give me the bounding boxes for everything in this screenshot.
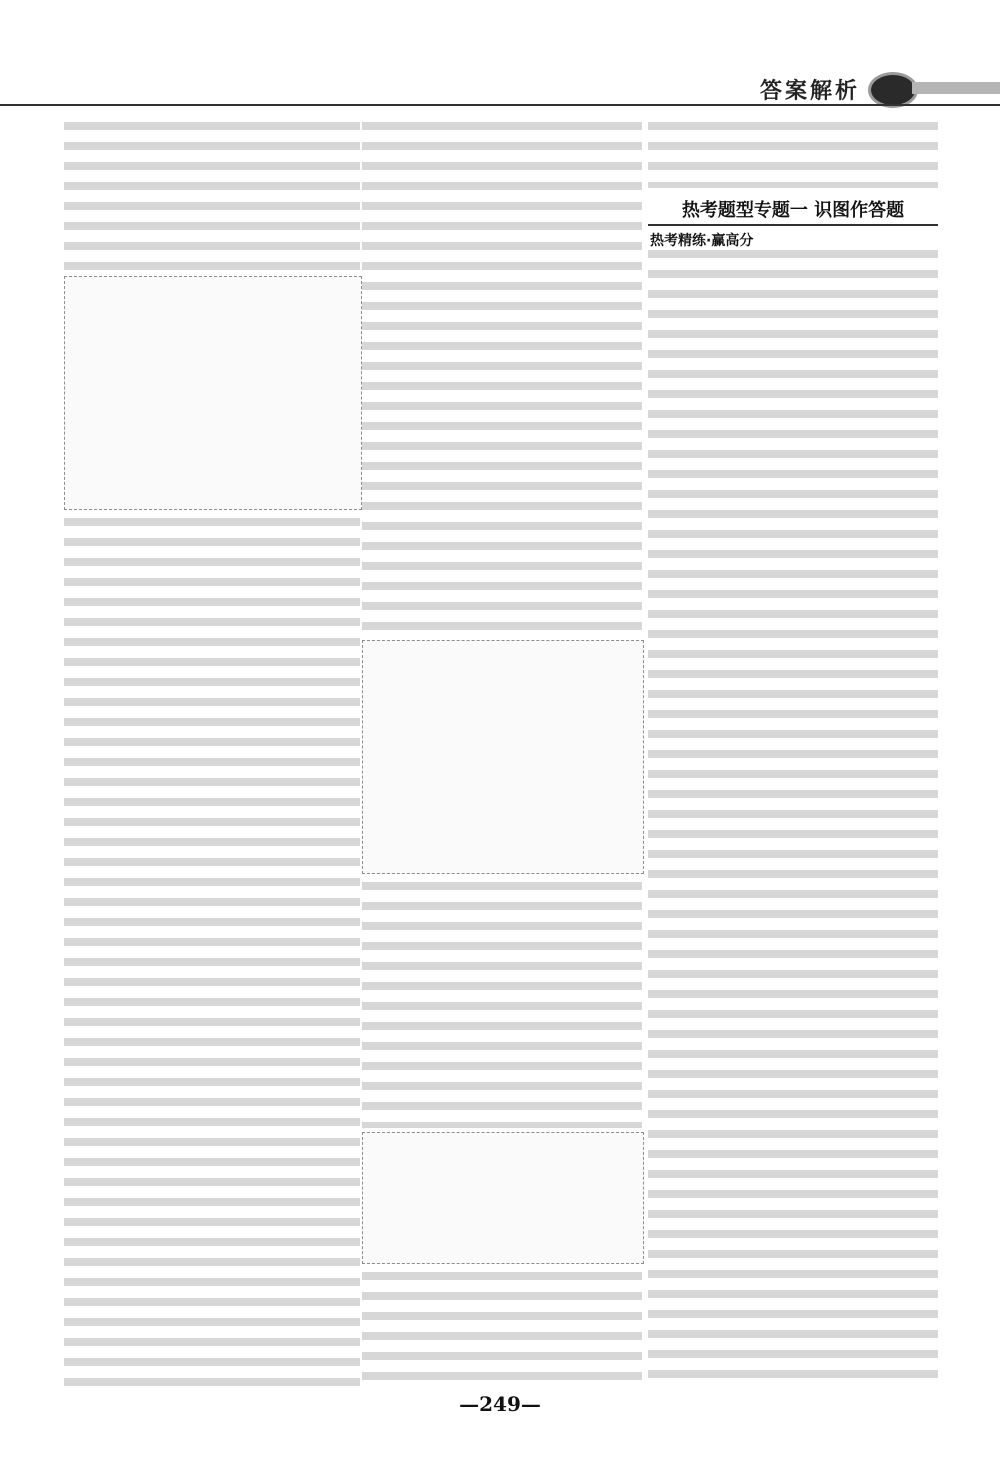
pedigree-diagram <box>362 1132 644 1264</box>
text-block <box>64 512 360 1386</box>
text-block <box>362 876 642 1128</box>
section-title: 热考题型专题一 识图作答题 <box>681 200 905 221</box>
sex-determination-diagram <box>362 640 644 874</box>
text-block <box>648 116 938 188</box>
pedigree-diagram <box>64 276 362 510</box>
section-underline <box>648 224 938 226</box>
page-header <box>700 66 1000 116</box>
left-column <box>64 116 360 1386</box>
header-logo-icon <box>868 72 918 108</box>
text-block <box>64 116 360 272</box>
middle-column <box>362 116 642 1386</box>
right-column <box>648 116 938 1386</box>
text-block <box>362 116 642 636</box>
page-number: —249— <box>459 1392 541 1416</box>
header-decoration <box>912 82 1000 94</box>
text-block <box>362 1266 642 1386</box>
section-subtitle: 热考精练·赢高分 <box>650 233 754 249</box>
header-rule <box>0 104 1000 106</box>
text-block <box>648 244 938 1386</box>
header-title: 答案解析 <box>760 79 861 104</box>
